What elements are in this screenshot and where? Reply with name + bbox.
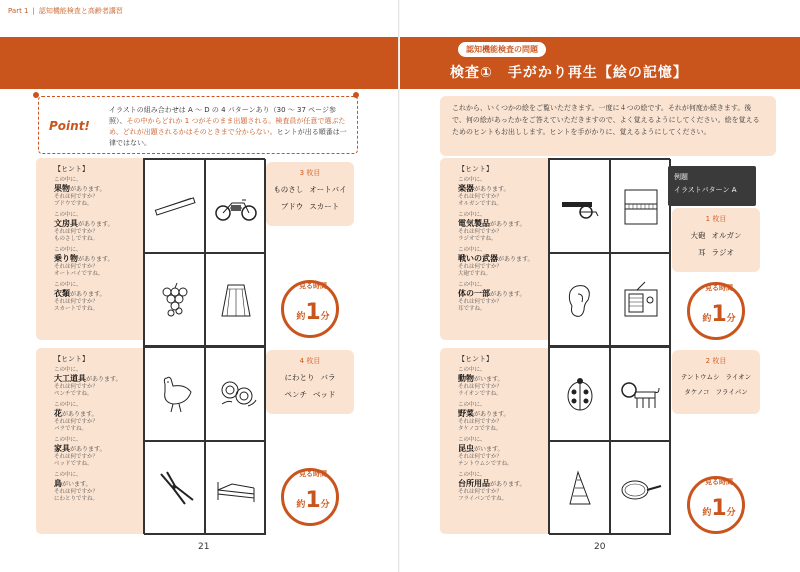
hint-item: この中に、 衣類があります。 それは何ですか？ スカートですね。 (54, 282, 106, 312)
rose-icon (212, 374, 260, 414)
picture-cell (144, 441, 205, 535)
picture-cell (610, 441, 671, 535)
ruler-icon (151, 186, 199, 226)
bed-icon (212, 468, 260, 508)
organ-icon (617, 186, 665, 226)
time-seal (687, 476, 745, 534)
picture-cell (549, 253, 610, 347)
point-text-a: イラストの組み合わせは A ～ D の 4 パターンあり（30 ～ 37 ページ参照）、 (109, 106, 336, 125)
frying-pan-icon (617, 468, 665, 508)
card-row: タケノコ フライパン (684, 388, 748, 396)
page-title: 検査① 手がかり再生【絵の記憶】 (450, 65, 688, 81)
hint-item: この中に、 台所用品があります。 それは何ですか？ フライパンですね。 (458, 472, 526, 502)
card-row: テントウムシ ライオン (680, 373, 752, 381)
hint-item: この中に、 野菜があります。 それは何ですか？ タケノコですね。 (458, 402, 510, 432)
hint-panel (440, 348, 552, 534)
picture-cell (144, 253, 205, 347)
card-head: 1 枚目 (705, 215, 727, 223)
answer-card (672, 350, 760, 414)
running-head: Part 1 | 認知機能検査と高齢者講習 (8, 7, 123, 15)
picture-cell (144, 159, 205, 253)
answer-card (266, 350, 354, 414)
hint-item: この中に、 花があります。 それは何ですか？ バラですね。 (54, 402, 99, 432)
seal-arc: 見る時間 (705, 478, 733, 486)
ear-icon (556, 280, 604, 320)
right-page (400, 0, 800, 572)
seal-arc: 見る時間 (299, 470, 327, 478)
hint-panel (36, 158, 148, 340)
picture-cell (610, 253, 671, 347)
example-line2: イラストパターン A (674, 186, 737, 194)
lion-icon (617, 374, 665, 414)
time-seal (281, 280, 339, 338)
section-chip: 認知機能検査の問題 (458, 42, 546, 57)
card-row: 大砲 オルガン (690, 231, 742, 240)
picture-cell (549, 441, 610, 535)
point-text-b: ヒントが出る順番は一律ではない。 (109, 128, 347, 147)
example-tag (668, 166, 756, 206)
hint-title: 【ヒント】 (54, 355, 89, 363)
hint-item: この中に、 果物があります。 それは何ですか？ ブドウですね。 (54, 177, 106, 207)
motorcycle-icon (212, 186, 260, 226)
example-line1: 例題 (674, 173, 688, 181)
hint-item: この中に、 動物がいます。 それは何ですか？ ライオンですね。 (458, 367, 504, 397)
picture-cell (549, 159, 610, 253)
card-row: にわとり バラ (284, 373, 336, 382)
running-head-part: Part 1 (8, 7, 29, 15)
running-head-section: 認知機能検査と高齢者講習 (38, 7, 123, 15)
seal-arc: 見る時間 (705, 284, 733, 292)
picture-grid (548, 346, 670, 534)
picture-grid (548, 158, 670, 346)
picture-cell (610, 347, 671, 441)
ladybug-icon (556, 374, 604, 414)
card-head: 4 枚目 (299, 357, 321, 365)
card-row: 耳 ラジオ (698, 248, 734, 257)
picture-cell (205, 441, 266, 535)
bamboo-shoot-icon (556, 468, 604, 508)
point-label: Point! (49, 119, 90, 133)
hint-item: この中に、 家具があります。 それは何ですか？ ベッドですね。 (54, 437, 106, 467)
hint-item: この中に、 昆虫がいます。 それは何ですか？ テントウムシですね。 (458, 437, 513, 467)
picture-grid (143, 346, 265, 534)
hint-item: この中に、 乗り物があります。 それは何ですか？ オートバイですね。 (54, 247, 114, 277)
hint-panel (36, 348, 148, 534)
card-row: ブドウ スカート (280, 202, 340, 211)
hint-item: この中に、 体の一部があります。 それは何ですか？ 耳ですね。 (458, 282, 526, 312)
picture-cell (205, 347, 266, 441)
hint-title: 【ヒント】 (54, 165, 89, 173)
point-text (109, 105, 351, 149)
answer-card (266, 162, 354, 226)
hint-title: 【ヒント】 (458, 355, 493, 363)
hint-item: この中に、 電気製品があります。 それは何ですか？ ラジオですね。 (458, 212, 526, 242)
card-head: 3 枚目 (299, 169, 321, 177)
seal-arc: 見る時間 (299, 282, 327, 290)
picture-cell (610, 159, 671, 253)
cannon-icon (556, 186, 604, 226)
picture-grid (143, 158, 265, 346)
seal-body: 約1分 (296, 300, 330, 325)
hint-item: この中に、 楽器があります。 それは何ですか？ オルガンですね。 (458, 177, 510, 207)
radio-icon (617, 280, 665, 320)
point-box (38, 96, 358, 154)
page-number: 21 (198, 542, 210, 552)
hint-item: この中に、 大工道具があります。 それは何ですか？ ペンチですね。 (54, 367, 122, 397)
picture-cell (205, 253, 266, 347)
seal-body: 約1分 (702, 302, 736, 327)
grapes-icon (151, 280, 199, 320)
seal-body: 約1分 (296, 488, 330, 513)
hint-title: 【ヒント】 (458, 165, 493, 173)
hint-item: この中に、 戦いの武器があります。 それは何ですか？ 大砲ですね。 (458, 247, 534, 277)
card-row: ものさし オートバイ (273, 185, 347, 194)
picture-cell (144, 347, 205, 441)
page-number: 20 (594, 542, 606, 552)
picture-cell (205, 159, 266, 253)
title-band (0, 37, 400, 89)
point-text-highlight: その中からどれか 1 つがそのまま出題される。検査員が任意で選ぶため、どれが出題されるかはそのときまで分からない。 (109, 117, 346, 136)
answer-card (672, 208, 760, 272)
hint-item: この中に、 文房具があります。 それは何ですか？ ものさしですね。 (54, 212, 114, 242)
seal-body: 約1分 (702, 496, 736, 521)
time-seal (281, 468, 339, 526)
time-seal (687, 282, 745, 340)
hint-panel (440, 158, 552, 340)
chicken-icon (151, 374, 199, 414)
intro-box: これから、いくつかの絵をご覧いただきます。一度に４つの絵です。それが何度か続きます。後で、何の絵があったかをご答えていただきますので、よく覚えるようにしてください。絵を覚えるためのヒントもお出しします。ヒントを手がかりに、覚えるようにしてください。 (440, 96, 776, 156)
card-row: ペンチ ベッド (284, 390, 336, 399)
pliers-icon (151, 468, 199, 508)
skirt-icon (212, 280, 260, 320)
picture-cell (549, 347, 610, 441)
card-head: 2 枚目 (705, 357, 727, 365)
hint-item: この中に、 鳥がいます。 それは何ですか？ にわとりですね。 (54, 472, 99, 502)
